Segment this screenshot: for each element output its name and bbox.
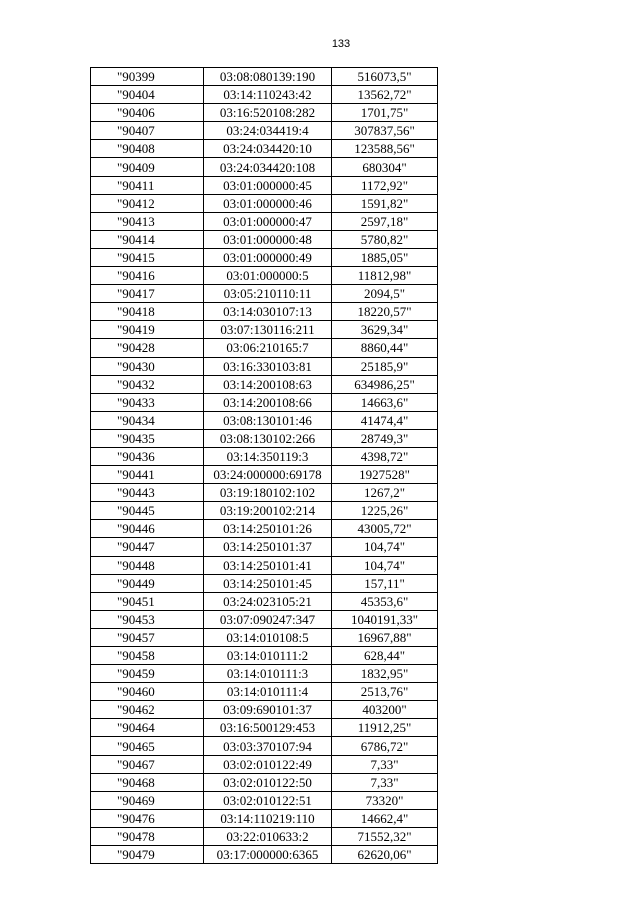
cadastral-number-cell: 03:16:520108:282 (204, 104, 332, 122)
table-row (91, 791, 438, 809)
row-id-cell: "90451 (91, 592, 204, 610)
cadastral-number-cell: 03:06:210165:7 (204, 339, 332, 357)
table-row (91, 538, 438, 556)
value-cell: 157,11" (332, 574, 438, 592)
row-id-cell: "90468 (91, 773, 204, 791)
row-id-cell: "90430 (91, 357, 204, 375)
value-cell: 516073,5" (332, 68, 438, 86)
cadastral-number-cell: 03:08:130102:266 (204, 429, 332, 447)
table-row (91, 194, 438, 212)
cadastral-number-cell: 03:09:690101:37 (204, 701, 332, 719)
cadastral-number-cell: 03:01:000000:46 (204, 194, 332, 212)
table-row (91, 628, 438, 646)
value-cell: 104,74" (332, 538, 438, 556)
value-cell: 2094,5" (332, 285, 438, 303)
table-row (91, 212, 438, 230)
cadastral-number-cell: 03:01:000000:48 (204, 230, 332, 248)
table-row (91, 393, 438, 411)
table-row (91, 592, 438, 610)
value-cell: 5780,82" (332, 230, 438, 248)
cadastral-number-cell: 03:22:010633:2 (204, 827, 332, 845)
row-id-cell: "90465 (91, 737, 204, 755)
table-row (91, 773, 438, 791)
table-row (91, 827, 438, 845)
value-cell: 680304" (332, 158, 438, 176)
table-row (91, 357, 438, 375)
cadastral-number-cell: 03:14:010111:3 (204, 665, 332, 683)
cadastral-number-cell: 03:07:130116:211 (204, 321, 332, 339)
value-cell: 11812,98" (332, 267, 438, 285)
table-row (91, 158, 438, 176)
value-cell: 16967,88" (332, 628, 438, 646)
table-row (91, 375, 438, 393)
cadastral-number-cell: 03:14:010108:5 (204, 628, 332, 646)
value-cell: 73320" (332, 791, 438, 809)
cadastral-number-cell: 03:05:210110:11 (204, 285, 332, 303)
row-id-cell: "90415 (91, 248, 204, 266)
table-row (91, 248, 438, 266)
row-id-cell: "90434 (91, 411, 204, 429)
table-row (91, 176, 438, 194)
cadastral-number-cell: 03:24:000000:69178 (204, 466, 332, 484)
row-id-cell: "90435 (91, 429, 204, 447)
value-cell: 4398,72" (332, 447, 438, 465)
cadastral-number-cell: 03:03:370107:94 (204, 737, 332, 755)
value-cell: 14663,6" (332, 393, 438, 411)
table-row (91, 520, 438, 538)
cadastral-number-cell: 03:01:000000:49 (204, 248, 332, 266)
row-id-cell: "90460 (91, 683, 204, 701)
cadastral-number-cell: 03:01:000000:5 (204, 267, 332, 285)
row-id-cell: "90433 (91, 393, 204, 411)
table-row (91, 846, 438, 864)
cadastral-number-cell: 03:01:000000:47 (204, 212, 332, 230)
cadastral-number-cell: 03:17:000000:6365 (204, 846, 332, 864)
table-row (91, 683, 438, 701)
cadastral-number-cell: 03:07:090247:347 (204, 610, 332, 628)
cadastral-number-cell: 03:14:350119:3 (204, 447, 332, 465)
value-cell: 43005,72" (332, 520, 438, 538)
table-row (91, 140, 438, 158)
table-row (91, 647, 438, 665)
cadastral-number-cell: 03:19:200102:214 (204, 502, 332, 520)
cadastral-number-cell: 03:24:034420:108 (204, 158, 332, 176)
row-id-cell: "90407 (91, 122, 204, 140)
row-id-cell: "90453 (91, 610, 204, 628)
value-cell: 307837,56" (332, 122, 438, 140)
row-id-cell: "90406 (91, 104, 204, 122)
cadastral-number-cell: 03:14:200108:66 (204, 393, 332, 411)
table-row (91, 665, 438, 683)
value-cell: 45353,6" (332, 592, 438, 610)
value-cell: 13562,72" (332, 86, 438, 104)
row-id-cell: "90448 (91, 556, 204, 574)
value-cell: 1701,75" (332, 104, 438, 122)
value-cell: 104,74" (332, 556, 438, 574)
value-cell: 28749,3" (332, 429, 438, 447)
row-id-cell: "90464 (91, 719, 204, 737)
value-cell: 123588,56" (332, 140, 438, 158)
table-row (91, 574, 438, 592)
value-cell: 41474,4" (332, 411, 438, 429)
table-row (91, 303, 438, 321)
cadastral-number-cell: 03:14:110243:42 (204, 86, 332, 104)
cadastral-number-cell: 03:01:000000:45 (204, 176, 332, 194)
cadastral-number-cell: 03:02:010122:49 (204, 755, 332, 773)
value-cell: 403200" (332, 701, 438, 719)
table-row (91, 809, 438, 827)
table-row (91, 411, 438, 429)
value-cell: 1832,95" (332, 665, 438, 683)
value-cell: 62620,06" (332, 846, 438, 864)
row-id-cell: "90478 (91, 827, 204, 845)
row-id-cell: "90457 (91, 628, 204, 646)
row-id-cell: "90416 (91, 267, 204, 285)
value-cell: 71552,32" (332, 827, 438, 845)
row-id-cell: "90412 (91, 194, 204, 212)
table-row (91, 447, 438, 465)
table-row (91, 466, 438, 484)
row-id-cell: "90417 (91, 285, 204, 303)
row-id-cell: "90413 (91, 212, 204, 230)
table-row (91, 610, 438, 628)
table-row (91, 755, 438, 773)
table-body (91, 68, 438, 864)
table-row (91, 429, 438, 447)
row-id-cell: "90445 (91, 502, 204, 520)
row-id-cell: "90408 (91, 140, 204, 158)
data-table (90, 67, 438, 864)
value-cell: 7,33" (332, 773, 438, 791)
row-id-cell: "90428 (91, 339, 204, 357)
table-row (91, 285, 438, 303)
cadastral-number-cell: 03:08:080139:190 (204, 68, 332, 86)
value-cell: 11912,25" (332, 719, 438, 737)
value-cell: 1040191,33" (332, 610, 438, 628)
row-id-cell: "90432 (91, 375, 204, 393)
cadastral-number-cell: 03:14:030107:13 (204, 303, 332, 321)
row-id-cell: "90443 (91, 484, 204, 502)
row-id-cell: "90441 (91, 466, 204, 484)
cadastral-number-cell: 03:14:010111:2 (204, 647, 332, 665)
cadastral-number-cell: 03:14:250101:37 (204, 538, 332, 556)
row-id-cell: "90447 (91, 538, 204, 556)
table-row (91, 737, 438, 755)
table-row (91, 68, 438, 86)
row-id-cell: "90399 (91, 68, 204, 86)
page-number: 133 (331, 38, 351, 50)
cadastral-number-cell: 03:14:250101:41 (204, 556, 332, 574)
cadastral-number-cell: 03:24:034420:10 (204, 140, 332, 158)
table-row (91, 122, 438, 140)
cadastral-number-cell: 03:14:110219:110 (204, 809, 332, 827)
value-cell: 2597,18" (332, 212, 438, 230)
row-id-cell: "90418 (91, 303, 204, 321)
row-id-cell: "90419 (91, 321, 204, 339)
value-cell: 1172,92" (332, 176, 438, 194)
row-id-cell: "90411 (91, 176, 204, 194)
row-id-cell: "90409 (91, 158, 204, 176)
value-cell: 1591,82" (332, 194, 438, 212)
cadastral-number-cell: 03:02:010122:51 (204, 791, 332, 809)
value-cell: 3629,34" (332, 321, 438, 339)
cadastral-number-cell: 03:19:180102:102 (204, 484, 332, 502)
row-id-cell: "90404 (91, 86, 204, 104)
row-id-cell: "90479 (91, 846, 204, 864)
value-cell: 7,33" (332, 755, 438, 773)
cadastral-number-cell: 03:08:130101:46 (204, 411, 332, 429)
row-id-cell: "90469 (91, 791, 204, 809)
value-cell: 1267,2" (332, 484, 438, 502)
table-row (91, 230, 438, 248)
cadastral-number-cell: 03:16:330103:81 (204, 357, 332, 375)
table-row (91, 321, 438, 339)
value-cell: 1927528" (332, 466, 438, 484)
row-id-cell: "90459 (91, 665, 204, 683)
cadastral-number-cell: 03:14:250101:45 (204, 574, 332, 592)
value-cell: 25185,9" (332, 357, 438, 375)
cadastral-number-cell: 03:02:010122:50 (204, 773, 332, 791)
value-cell: 634986,25" (332, 375, 438, 393)
value-cell: 2513,76" (332, 683, 438, 701)
table-row (91, 701, 438, 719)
cadastral-number-cell: 03:24:034419:4 (204, 122, 332, 140)
row-id-cell: "90449 (91, 574, 204, 592)
row-id-cell: "90446 (91, 520, 204, 538)
row-id-cell: "90462 (91, 701, 204, 719)
value-cell: 14662,4" (332, 809, 438, 827)
row-id-cell: "90476 (91, 809, 204, 827)
table-row (91, 339, 438, 357)
value-cell: 18220,57" (332, 303, 438, 321)
value-cell: 1225,26" (332, 502, 438, 520)
cadastral-number-cell: 03:14:250101:26 (204, 520, 332, 538)
table-row (91, 556, 438, 574)
row-id-cell: "90458 (91, 647, 204, 665)
cadastral-number-cell: 03:14:010111:4 (204, 683, 332, 701)
value-cell: 8860,44" (332, 339, 438, 357)
data-table-container (90, 67, 438, 864)
cadastral-number-cell: 03:24:023105:21 (204, 592, 332, 610)
table-row (91, 502, 438, 520)
value-cell: 1885,05" (332, 248, 438, 266)
cadastral-number-cell: 03:16:500129:453 (204, 719, 332, 737)
table-row (91, 484, 438, 502)
value-cell: 628,44" (332, 647, 438, 665)
row-id-cell: "90467 (91, 755, 204, 773)
table-row (91, 267, 438, 285)
table-row (91, 719, 438, 737)
row-id-cell: "90414 (91, 230, 204, 248)
table-row (91, 104, 438, 122)
row-id-cell: "90436 (91, 447, 204, 465)
value-cell: 6786,72" (332, 737, 438, 755)
table-row (91, 86, 438, 104)
cadastral-number-cell: 03:14:200108:63 (204, 375, 332, 393)
